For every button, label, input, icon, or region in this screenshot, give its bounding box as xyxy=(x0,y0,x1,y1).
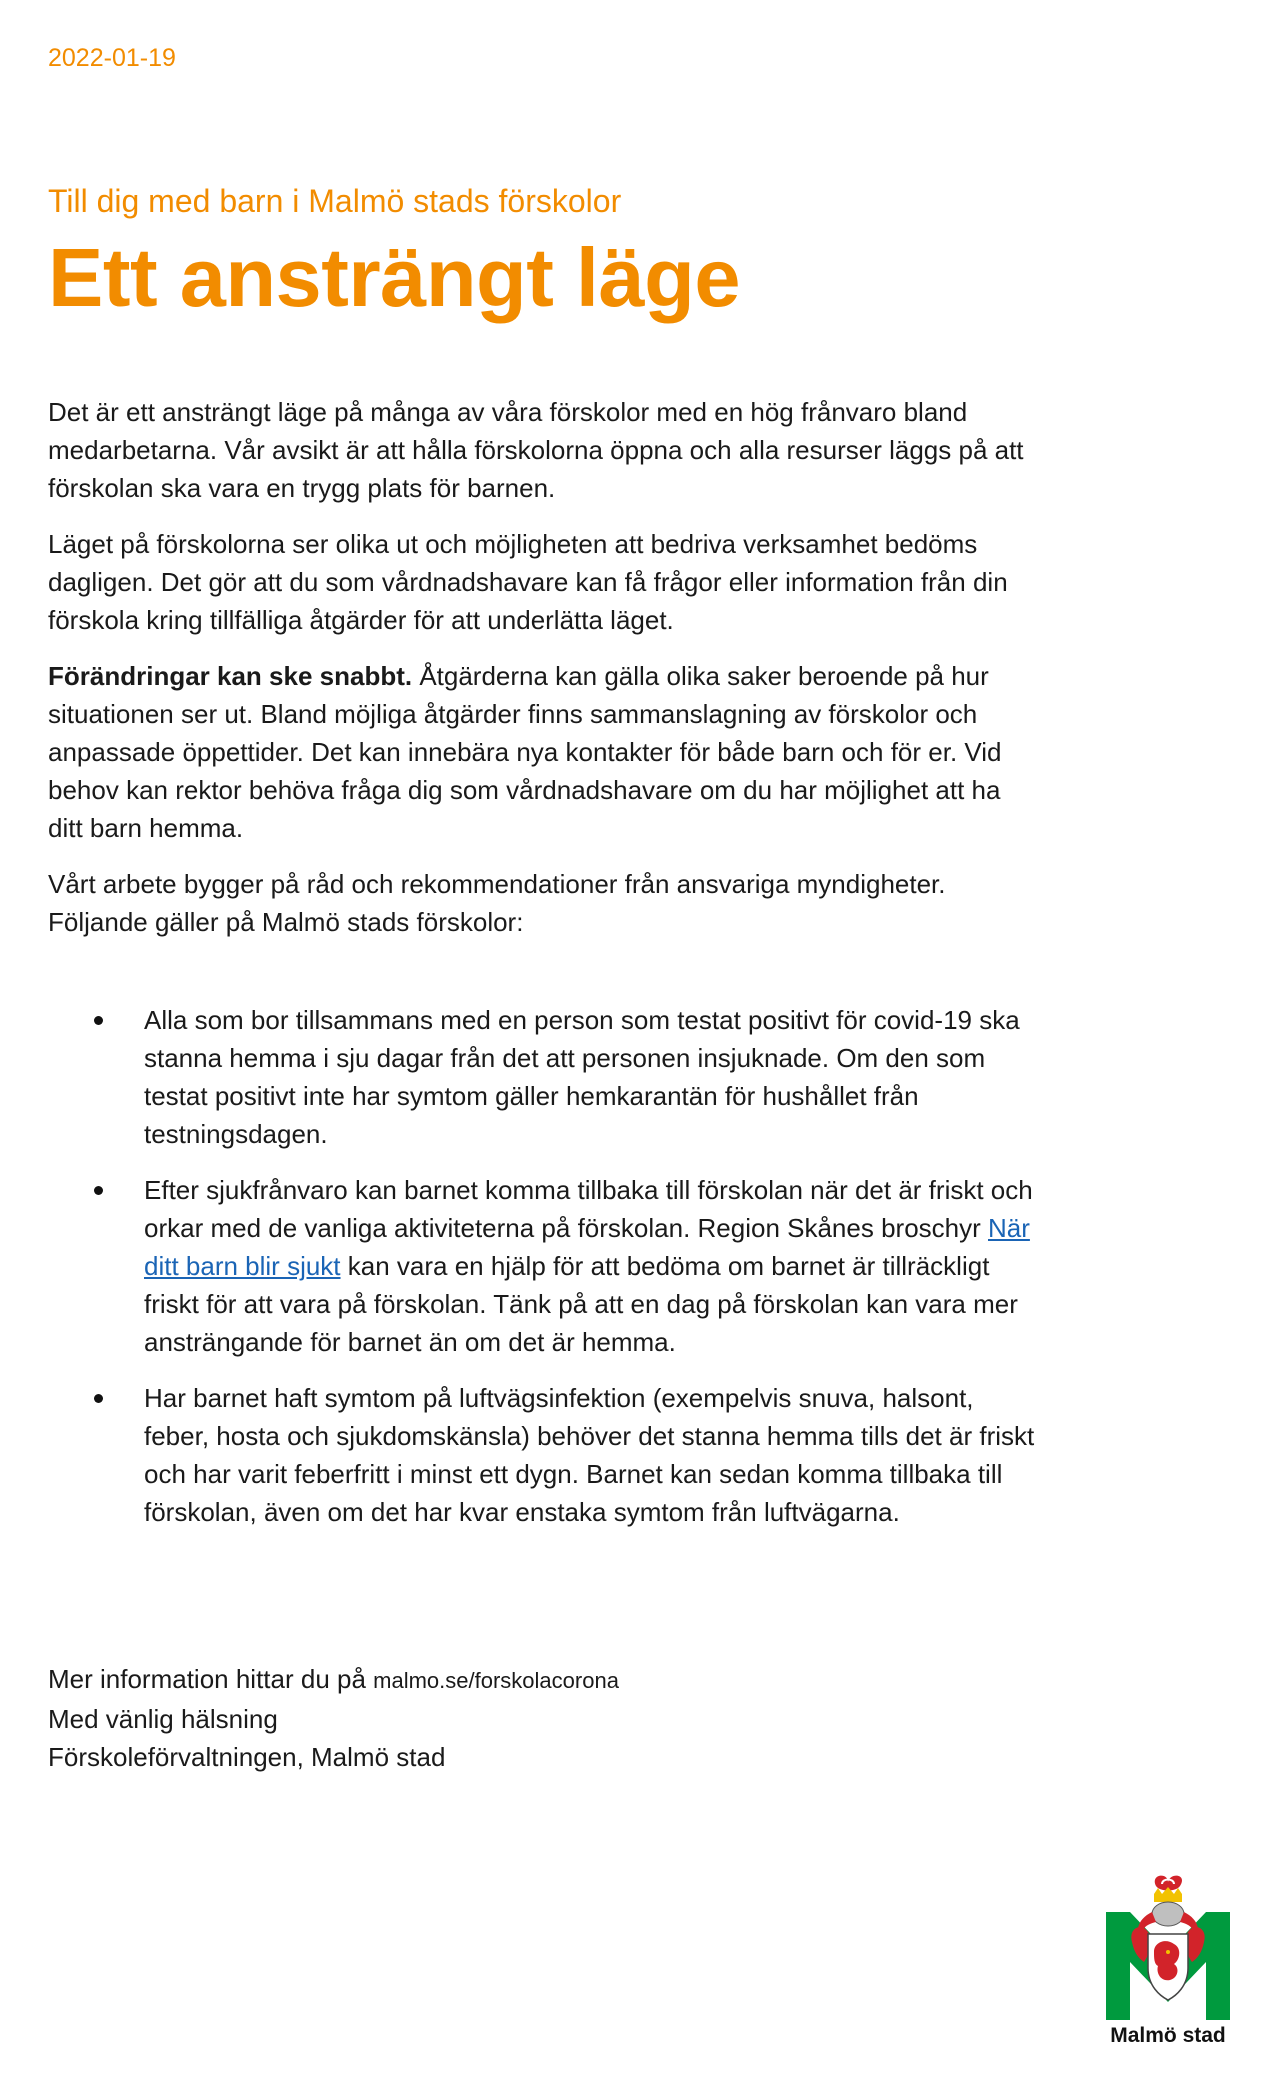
malmo-coat-of-arms-icon xyxy=(1098,1872,1238,2022)
rules-list xyxy=(48,1001,1038,1531)
list-item xyxy=(48,1171,1038,1361)
bullet-3-text: Har barnet haft symtom på luftvägsinfektion (exempelvis snuva, halsont, feber, hosta och sjukdomskänsla) behöver det stanna hemma tills det är friskt och har varit feberfritt i minst ett dygn. Barnet kan sedan komma tillbaka till förskolan, även om det har kvar enstaka symtom från luftvägarna. xyxy=(144,1383,1035,1527)
paragraph-2: Läget på förskolorna ser olika ut och möjligheten att bedriva verksamhet bedöms dagligen. Det gör att du som vårdnadshavare kan få frågor eller information från din förskola kring tillfälliga åtgärder för att underlätta läget. xyxy=(48,529,1008,635)
paragraph-3-bold: Förändringar kan ske snabbt. xyxy=(48,661,413,691)
bullet-1-text: Alla som bor tillsammans med en person som testat positivt för covid-19 ska stanna hemma i sju dagar från det att personen insjuknade. Om den som testat positivt inte har symtom gäller hemkarantän för hushållet från testningsdagen. xyxy=(144,1005,1020,1149)
paragraph-3 xyxy=(48,657,1038,847)
letter-kicker: Till dig med barn i Malmö stads förskolor xyxy=(48,183,622,219)
bullet-dot xyxy=(94,1016,103,1025)
letter-date: 2022-01-19 xyxy=(48,44,176,72)
sender: Förskoleförvaltningen, Malmö stad xyxy=(48,1742,446,1772)
list-item xyxy=(48,1001,1038,1153)
paragraph-3-rest: Åtgärderna kan gälla olika saker beroende på hur situationen ser ut. Bland möjliga åtgärder finns sammanslagning av förskolor och anpassade öppettider. Det kan innebära nya kontakter för både barn och för er. Vid behov kan rektor behöva fråga dig som vårdnadshavare om du har möjlighet att ha ditt barn hemma. xyxy=(48,661,1002,843)
brochure-link[interactable]: När ditt barn blir sjukt xyxy=(144,1213,1030,1281)
paragraph-1: Det är ett ansträngt läge på många av våra förskolor med en hög frånvaro bland medarbetarna. Vår avsikt är att hålla förskolorna öppna och alla resurser läggs på att förskolan ska vara en trygg plats för barnen. xyxy=(48,397,1024,503)
bullet-dot xyxy=(94,1394,103,1403)
letter-title: Ett ansträngt läge xyxy=(48,231,741,324)
letter-body xyxy=(48,393,1038,1549)
letter-footer xyxy=(48,1660,619,1776)
more-info-line xyxy=(48,1660,619,1700)
bullet-2-text-before: Efter sjukfrånvaro kan barnet komma tillbaka till förskolan när det är friskt och orkar med de vanliga aktiviteterna på förskolan. Region Skånes broschyr xyxy=(144,1175,1033,1243)
malmo-stad-logo xyxy=(1098,1872,1238,2052)
bullet-2-text-after: kan vara en hjälp för att bedöma om barnet är tillräckligt friskt för att vara på förskolan. Tänk på att en dag på förskolan kan vara mer ansträngande för barnet än om det är hemma. xyxy=(144,1251,1018,1357)
greeting: Med vänlig hälsning xyxy=(48,1704,278,1734)
list-item xyxy=(48,1379,1038,1531)
more-info-text: Mer information hittar du på xyxy=(48,1664,374,1694)
more-info-url: malmo.se/forskolacorona xyxy=(373,1668,619,1693)
bullet-dot xyxy=(94,1186,103,1195)
logo-text: Malmö stad xyxy=(1110,2024,1226,2047)
paragraph-4: Vårt arbete bygger på råd och rekommendationer från ansvariga myndigheter. Följande gäller på Malmö stads förskolor: xyxy=(48,869,946,937)
